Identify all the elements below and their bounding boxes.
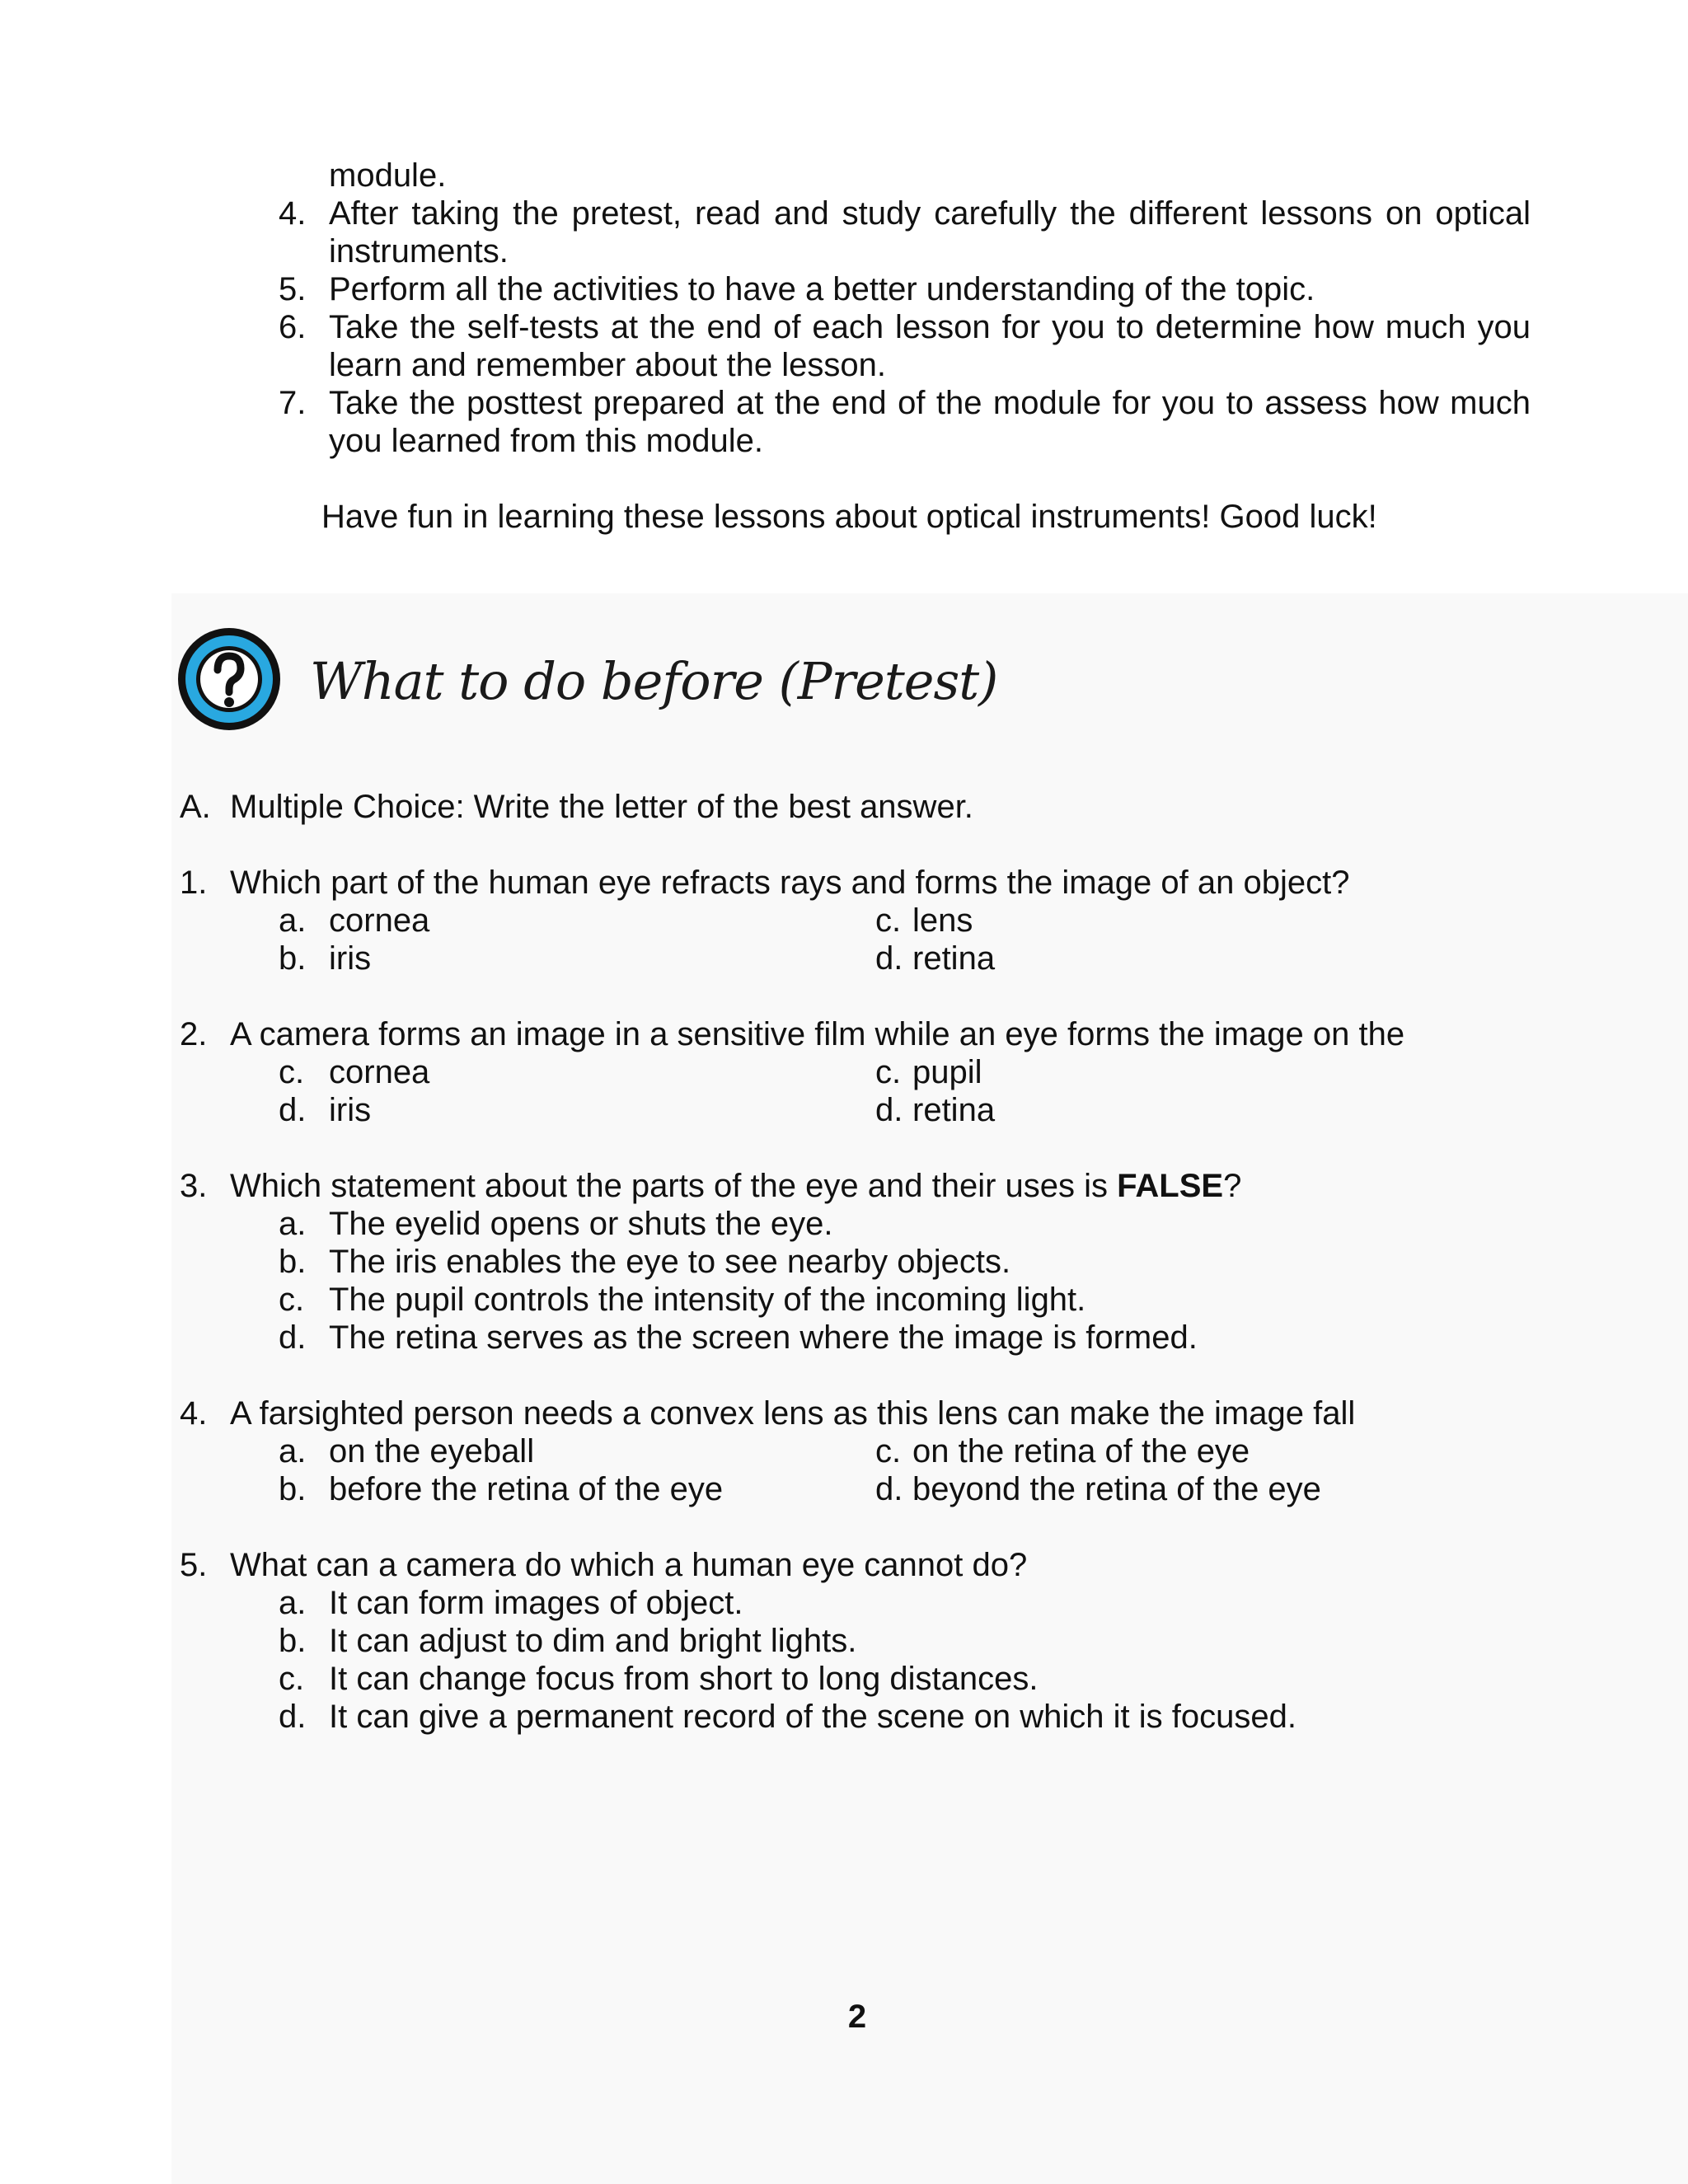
choice-letter: d. [875, 940, 903, 977]
choice-text: on the eyeball [329, 1433, 535, 1469]
choice-letter: c. [279, 1661, 305, 1697]
intro-closing: Have fun in learning these lessons about optical instruments! Good luck! [321, 499, 1377, 535]
intro-item-text: instruments. [329, 233, 509, 269]
choice-letter: a. [279, 1585, 307, 1621]
choice-letter: d. [279, 1092, 307, 1128]
intro-item-text: you learned from this module. [329, 423, 763, 459]
choice-text: iris [329, 1092, 372, 1128]
intro-item-text: Perform all the activities to have a better understanding of the topic. [329, 271, 1315, 307]
question-text-part: ? [1223, 1168, 1242, 1204]
choice-text: The retina serves as the screen where the image is formed. [329, 1319, 1198, 1356]
intro-item-text: Take the posttest prepared at the end of the module for you to assess how much [329, 385, 1531, 421]
choice-text: iris [329, 940, 372, 977]
choice-letter: b. [279, 1623, 307, 1659]
choice-letter: b. [279, 940, 307, 977]
choice-letter: d. [279, 1319, 307, 1356]
choice-letter: d. [279, 1699, 307, 1735]
question-text: A farsighted person needs a convex lens as this lens can make the image fall [230, 1395, 1356, 1432]
choice-letter: a. [279, 902, 307, 939]
choice-letter: a. [279, 1433, 307, 1469]
choice-text: beyond the retina of the eye [912, 1471, 1321, 1507]
intro-item-number: 5. [279, 271, 307, 307]
choice-text: cornea [329, 1054, 430, 1090]
choice-text: It can change focus from short to long distances. [329, 1661, 1039, 1697]
intro-item-number: 4. [279, 195, 307, 232]
choice-letter: b. [279, 1244, 307, 1280]
choice-text: retina [912, 940, 996, 977]
question-text-emphasis: FALSE [1117, 1168, 1224, 1204]
choice-letter: d. [875, 1471, 903, 1507]
choice-letter: c. [875, 1433, 902, 1469]
choice-text: pupil [912, 1054, 982, 1090]
question-number: 1. [180, 865, 208, 901]
choice-text: before the retina of the eye [329, 1471, 724, 1507]
question-text: A camera forms an image in a sensitive film while an eye forms the image on the [230, 1016, 1405, 1052]
choice-letter: c. [279, 1054, 305, 1090]
choice-text: It can form images of object. [329, 1585, 743, 1621]
choice-text: cornea [329, 902, 430, 939]
choice-text: on the retina of the eye [912, 1433, 1250, 1469]
choice-letter: c. [875, 1054, 902, 1090]
question-number: 3. [180, 1168, 208, 1204]
question-number: 4. [180, 1395, 208, 1432]
intro-item-number: 6. [279, 309, 307, 345]
choice-text: lens [912, 902, 973, 939]
question-mark-icon [175, 625, 284, 733]
choice-letter: c. [279, 1282, 305, 1318]
choice-text: The pupil controls the intensity of the incoming light. [329, 1282, 1086, 1318]
intro-item-number: 7. [279, 385, 307, 421]
page-number: 2 [847, 1999, 867, 2035]
question-text: What can a camera do which a human eye cannot do? [230, 1547, 1028, 1583]
intro-item-text: learn and remember about the lesson. [329, 347, 886, 383]
question-text: Which part of the human eye refracts rays and forms the image of an object? [230, 865, 1350, 901]
choice-letter: a. [279, 1206, 307, 1242]
part-label: A. [180, 789, 211, 825]
choice-letter: d. [875, 1092, 903, 1128]
choice-letter: c. [875, 902, 902, 939]
question-text-part: Which statement about the parts of the eye and their uses is [230, 1168, 1118, 1204]
part-instruction: Multiple Choice: Write the letter of the best answer. [230, 789, 973, 825]
page-shading [171, 593, 1688, 2184]
choice-text: The eyelid opens or shuts the eye. [329, 1206, 833, 1242]
question-number: 5. [180, 1547, 208, 1583]
question-number: 2. [180, 1016, 208, 1052]
question-text [230, 1167, 1241, 1205]
choice-text: retina [912, 1092, 996, 1128]
section-title: What to do before (Pretest) [310, 651, 998, 711]
intro-continued-line: module. [329, 157, 447, 194]
intro-item-text: After taking the pretest, read and study carefully the different lessons on optical [329, 195, 1531, 232]
choice-text: The iris enables the eye to see nearby objects. [329, 1244, 1011, 1280]
choice-text: It can adjust to dim and bright lights. [329, 1623, 857, 1659]
intro-item-text: Take the self-tests at the end of each lesson for you to determine how much you [329, 309, 1531, 345]
choice-letter: b. [279, 1471, 307, 1507]
choice-text: It can give a permanent record of the scene on which it is focused. [329, 1699, 1296, 1735]
